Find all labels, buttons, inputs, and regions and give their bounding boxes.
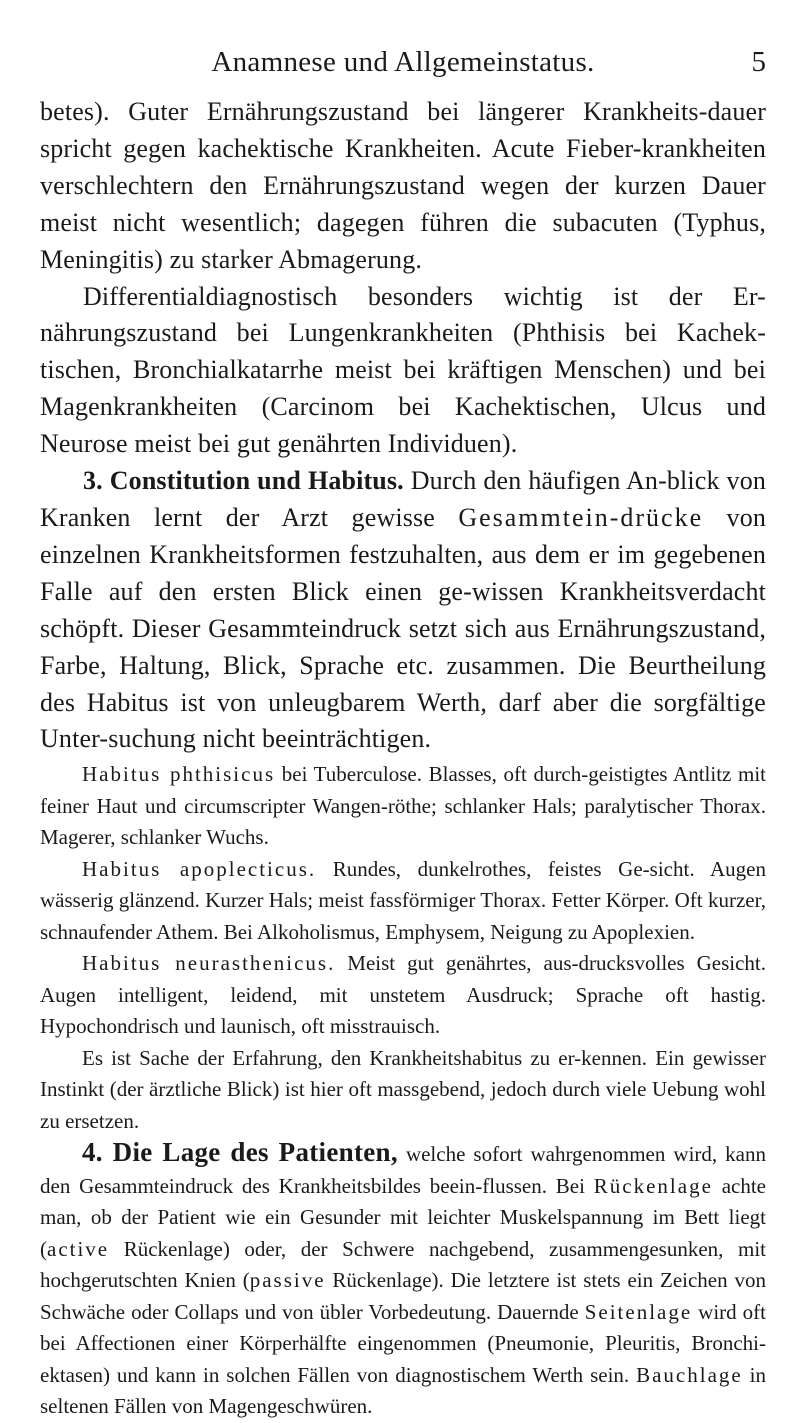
- text-fragment: Durch den häufigen An-blick von Kranken lernt der Arzt gewisse: [40, 466, 767, 532]
- text-fragment: wird oft bei Affectionen einer Körperhälfte eingenommen (Pneumonie, Pleuritis, Bronchi-ektasen) und kann in solchen Fällen von diagnostischem Werth sein.: [40, 1299, 766, 1387]
- text-fragment: Rundes, dunkelrothes, feistes Ge-sicht. Augen wässerig glänzend. Kurzer Hals; meist fassförmiger Thorax. Fetter Körper. Oft kurzer, schnaufender Athem. Bei Alkoholismus, Emphysem, Neigung zu Apoplexien.: [40, 856, 766, 944]
- page-body: [40, 94, 766, 1423]
- spaced-term: Gesammtein-drücke: [458, 502, 704, 532]
- text-fragment: welche sofort wahrgenommen wird, kann den Gesammteindruck des Krankheitsbildes beein-flussen. Bei: [40, 1142, 767, 1198]
- spaced-term: Bauchlage: [636, 1362, 743, 1387]
- spaced-term: Habitus phthisicus: [82, 762, 276, 787]
- running-header: [40, 46, 766, 86]
- spaced-term: active: [47, 1236, 110, 1261]
- spaced-term: Habitus neurasthenicus.: [82, 951, 336, 976]
- section-heading-constitution: 3. Constitution und Habitus.: [83, 466, 404, 496]
- paragraph-habitus-phthisicus: [40, 759, 766, 854]
- spaced-term: Seitenlage: [584, 1299, 693, 1324]
- paragraph-patient-position: [40, 1137, 766, 1423]
- text-fragment: Meist gut genährtes, aus-drucksvolles Gesicht. Augen intelligent, leidend, mit unstetem Ausdruck; Sprache oft hastig. Hypochondrisch und launisch, oft misstrauisch.: [40, 951, 766, 1039]
- paragraph-constitution: [40, 463, 766, 758]
- paragraph-differential-diagnosis: Differentialdiagnostisch besonders wichtig ist der Er-nährungszustand bei Lungenkrankheiten (Phthisis bei Kachek-tischen, Bronchialkatarrhe meist bei kräftigen Menschen) und bei Magenkrankheiten (Carcinom bei Kachektischen, Ulcus und Neurose meist bei gut genährten Individuen).: [40, 281, 766, 459]
- section-heading-position: 4. Die Lage des Patienten,: [82, 1137, 398, 1168]
- text-fragment: Rückenlage). Die letztere ist stets ein Zeichen von Schwäche oder Collaps und von übler Vorbedeutung. Dauernde: [40, 1268, 766, 1324]
- paragraph-experience: Es ist Sache der Erfahrung, den Krankheitshabitus zu er-kennen. Ein gewisser Instinkt (der ärztliche Blick) ist hier oft massgebend, jedoch durch viele Uebung wohl zu ersetzen.: [40, 1045, 766, 1133]
- spaced-term: Rückenlage: [593, 1173, 713, 1198]
- paragraph-habitus-apoplecticus: [40, 854, 766, 949]
- spaced-term: passive: [249, 1268, 326, 1293]
- text-fragment: bei Tuberculose. Blasses, oft durch-geistigtes Antlitz mit feiner Haut und circumscripter Wangen-röthe; schlanker Hals; paralytischer Thorax. Magerer, schlanker Wuchs.: [40, 762, 766, 850]
- text-fragment: achte man, ob der Patient wie ein Gesunder mit leichter Muskelspannung im Bett liegt (: [40, 1173, 767, 1261]
- paragraph-habitus-neurasthenicus: [40, 948, 766, 1043]
- spaced-term: Habitus apoplecticus.: [82, 856, 317, 881]
- text-fragment: Rückenlage) oder, der Schwere nachgebend, zusammengesunken, mit hochgerutschten Knien (: [40, 1236, 766, 1293]
- paragraph-nutrition-continued: betes). Guter Ernährungszustand bei längerer Krankheits-dauer spricht gegen kachektische Krankheiten. Acute Fieber-krankheiten verschlechtern den Ernährungszustand wegen der kurzen Dauer meist nicht wesentlich; dagegen führen die subacuten (Typhus, Meningitis) zu starker Abmagerung.: [40, 97, 766, 274]
- running-title: Anamnese und Allgemeinstatus.: [211, 46, 595, 78]
- text-fragment: in seltenen Fällen von Magengeschwüren.: [40, 1362, 766, 1419]
- page-number: 5: [751, 46, 766, 78]
- text-fragment: von einzelnen Krankheitsformen festzuhalten, aus dem er im gegebenen Falle auf den ersten Blick einen ge-wissen Krankheitsverdacht schöpft. Dieser Gesammteindruck setzt sich aus Ernährungszustand, Farbe, Haltung, Blick, Sprache etc. zusammen. Die Beurtheilung des Habitus ist von unleugbarem Werth, darf aber die sorgfältige Unter-suchung nicht beeinträchtigen.: [40, 502, 766, 754]
